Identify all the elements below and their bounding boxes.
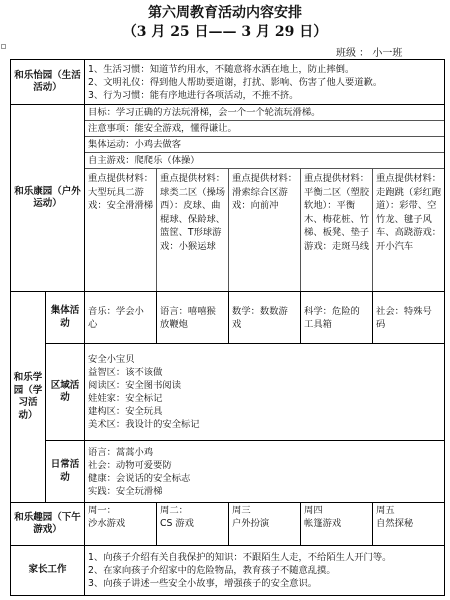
day-game: 户外扮演 [232, 518, 270, 529]
afternoon-day [301, 503, 373, 546]
afternoon-day [157, 503, 229, 546]
daily-item: 实践：安全玩滑梯 [88, 485, 163, 497]
daily-item: 语言：蒿蒿小鸡 [88, 446, 154, 458]
yard-cell: 重点提供材料：大型玩具二游戏：安全滑滑梯 [85, 169, 157, 291]
row-area-activity [11, 344, 445, 441]
learning-label: 和乐学园（学习活动） [11, 292, 46, 503]
area-item: 阅读区：安全图书阅读 [88, 380, 181, 391]
yard-cell: 重点提供材料：平衡二区（塑胶软地）：平衡木、梅花桩、竹梯、板凳、垫子游戏：走斑马线 [301, 169, 373, 291]
parents-content [85, 546, 445, 596]
day-game: CS 游戏 [160, 518, 194, 529]
afternoon-label: 和乐趣园（下午游戏） [11, 503, 85, 546]
date-range: （3 月 25 日—— 3 月 29 日） [122, 24, 328, 40]
parents-item: 3、向孩子讲述一些安全小故事，增强孩子的安全意识。 [88, 578, 318, 589]
outdoor-free-play: 自主游戏：爬爬乐（体操） [85, 153, 444, 169]
parents-label: 家长工作 [11, 546, 85, 596]
area-content [85, 344, 445, 441]
row-group-activity [11, 292, 445, 344]
outdoor-goal: 目标：学习正确的方法玩滑梯，会一个一个轮流玩滑梯。 [85, 105, 444, 121]
group-item: 音乐：学会小心 [85, 292, 157, 344]
life-content [85, 60, 445, 105]
life-label: 和乐怡园（生活活动） [11, 60, 85, 105]
life-item: 3、行为习惯：能有序地进行各项活动，不推不挤。 [88, 89, 299, 101]
yard-cell: 重点提供材料：走跑跳（彩红跑道）：彩带、空竹龙、毽子风车、高跷游戏：开小汽车 [376, 173, 442, 252]
parents-item: 2、在家向孩子介绍家中的危险物品，教育孩子不随意乱摸。 [88, 565, 336, 576]
class-label: 班级 ： 小一班 [336, 48, 403, 59]
area-item: 娃娃家：安全标记 [88, 393, 163, 404]
outdoor-yards [85, 169, 444, 291]
day-label: 周一： [88, 505, 116, 516]
group-label: 集体活动 [46, 292, 85, 344]
life-item: 1、生活习惯：知道节约用水，不随意将水洒在地上，防止摔倒。 [88, 63, 355, 75]
afternoon-day [85, 503, 157, 546]
group-item: 科学：危险的工具箱 [301, 292, 373, 344]
row-life [11, 60, 445, 105]
outdoor-content [85, 105, 445, 292]
page-title: 第六周教育活动内容安排 [148, 5, 302, 21]
row-daily-activity [11, 441, 445, 503]
outdoor-group-sport: 集体运动：小鸡去做客 [85, 137, 444, 153]
yard-cell: 重点提供材料：滑索综合区游戏：向前冲 [229, 169, 301, 291]
daily-content [85, 441, 445, 503]
day-label: 周四 [304, 505, 323, 516]
group-item: 语言：嘻嘻猴放鞭炮 [157, 292, 229, 344]
daily-item: 社会：动物可爱要防 [88, 459, 172, 471]
day-label: 周二： [160, 505, 188, 516]
area-item: 益智区：该不该做 [88, 367, 163, 378]
afternoon-day [229, 503, 301, 546]
row-parents [11, 546, 445, 596]
schedule-table [10, 59, 445, 596]
life-item: 2、文明礼仪：得到他人帮助要道谢，打扰、影响、伤害了他人要道歉。 [88, 76, 383, 88]
area-item: 美术区：我设计的安全标记 [88, 419, 200, 430]
outdoor-label: 和乐康园（户外运动） [11, 105, 85, 292]
group-item: 数学：数数游戏 [229, 292, 301, 344]
day-game: 帐篷游戏 [304, 518, 342, 529]
row-outdoor [11, 105, 445, 292]
yard-cell: 重点提供材料：球类二区（操场西）：皮球、曲棍球、保龄球、篮筐、T形球游戏：小猴运球 [157, 169, 229, 291]
daily-label: 日常活动 [46, 441, 85, 503]
afternoon-day [373, 503, 445, 546]
day-game: 自然探秘 [376, 518, 414, 529]
area-item: 建构区：安全玩具 [88, 406, 163, 417]
margin-marker [1, 44, 6, 49]
group-item: 社会：特殊号码 [373, 292, 445, 344]
area-label: 区域活动 [46, 344, 85, 441]
area-item: 安全小宝贝 [88, 354, 135, 365]
row-afternoon [11, 503, 445, 546]
daily-item: 健康：会说话的安全标志 [88, 472, 191, 484]
day-label: 周五 [376, 505, 395, 516]
outdoor-notes: 注意事项：能安全游戏，懂得谦让。 [85, 121, 444, 137]
day-game: 沙水游戏 [88, 518, 126, 529]
day-label: 周三 [232, 505, 251, 516]
parents-item: 1、向孩子介绍有关自我保护的知识：不跟陌生人走，不给陌生人开门等。 [88, 552, 392, 563]
